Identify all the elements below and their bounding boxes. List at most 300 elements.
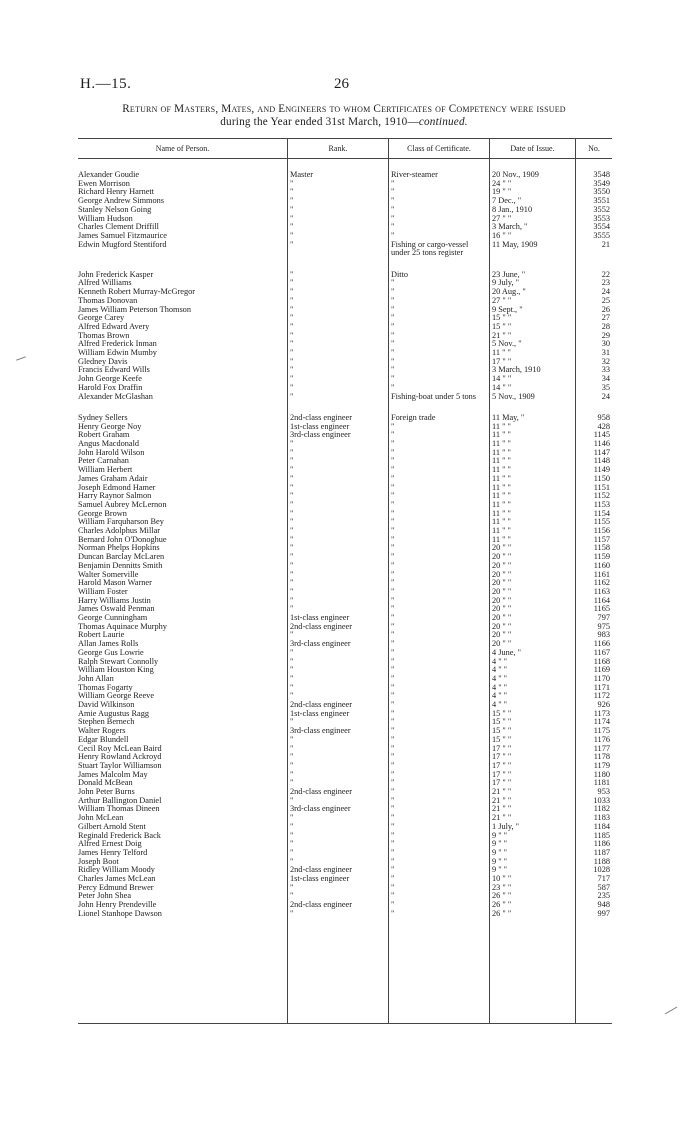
- cell-no: 1149: [593, 465, 610, 475]
- cell-class: ": [391, 717, 395, 727]
- cell-name: George Carey: [78, 313, 125, 323]
- cell-name: Henry Rowland Ackroyd: [78, 752, 162, 762]
- cell-date: 9 " ": [492, 856, 508, 866]
- cell-class: ": [391, 213, 395, 223]
- cell-name: Bernard John O'Donoghue: [78, 534, 167, 544]
- cell-class: ": [391, 295, 395, 305]
- cell-date: 9 " ": [492, 865, 508, 875]
- cell-rank: ": [290, 491, 294, 501]
- cell-class: ": [391, 813, 395, 823]
- cell-class: ": [391, 508, 395, 518]
- cell-no: 24: [601, 287, 610, 297]
- cell-date: 21 " ": [492, 330, 512, 340]
- cell-class: ": [391, 456, 395, 466]
- cell-rank: ": [290, 560, 294, 570]
- cell-name: James Graham Adair: [78, 473, 148, 483]
- cell-rank: ": [290, 691, 294, 701]
- cell-name: Alexander McGlashan: [78, 391, 153, 401]
- cell-class: ": [391, 682, 395, 692]
- cell-date: 11 " ": [492, 508, 511, 518]
- cell-no: 25: [601, 295, 610, 305]
- cell-no: 30: [601, 339, 610, 349]
- cell-rank: ": [290, 595, 294, 605]
- cell-date: 26 " ": [492, 908, 512, 918]
- cell-class: ": [391, 900, 395, 910]
- cell-name: Lionel Stanhope Dawson: [78, 908, 162, 918]
- cell-rank: 2nd-class engineer: [290, 700, 352, 709]
- cell-no: 1184: [593, 821, 610, 831]
- cell-name: James Malcolm May: [78, 769, 148, 779]
- cell-rank: ": [290, 382, 294, 392]
- cell-date: 15 " ": [492, 321, 512, 331]
- cell-date: 9 Sept., ": [492, 304, 523, 314]
- cell-name: Thomas Fogarty: [78, 682, 133, 692]
- cell-date: 20 " ": [492, 543, 512, 553]
- cell-no: 958: [597, 412, 610, 422]
- cell-date: 3 March, 1910: [492, 365, 541, 375]
- cell-name: Alfred Ernest Doig: [78, 839, 142, 849]
- cell-no: 22: [601, 269, 610, 279]
- cell-class: ": [391, 821, 395, 831]
- cell-class: ": [391, 287, 395, 297]
- cell-name: Richard Henry Harnett: [78, 187, 155, 197]
- cell-class: ": [391, 447, 395, 457]
- cell-class: ": [391, 604, 395, 614]
- cell-date: 20 " ": [492, 560, 512, 570]
- cell-name: Alexander Goudie: [78, 170, 140, 179]
- cell-no: 1175: [593, 726, 610, 736]
- cell-name: Samuel Aubrey McLernon: [78, 499, 167, 509]
- cell-no: 1153: [593, 499, 610, 509]
- cell-rank: 3rd-class engineer: [290, 430, 351, 440]
- cell-class: ": [391, 230, 395, 240]
- cell-class: ": [391, 196, 395, 206]
- cell-date: 11 " ": [492, 491, 511, 501]
- cell-name: Edwin Mugford Stentiford: [78, 239, 167, 249]
- cell-name: John Allan: [78, 673, 114, 683]
- cell-class: ": [391, 656, 395, 666]
- cell-date: 26 " ": [492, 900, 512, 910]
- cell-rank: ": [290, 356, 294, 366]
- cell-class: ": [391, 908, 395, 918]
- cell-name: Robert Graham: [78, 430, 130, 440]
- cell-no: 717: [597, 874, 610, 883]
- cell-name: Walter Somerville: [78, 569, 139, 579]
- cell-date: 15 " ": [492, 313, 512, 323]
- cell-date: 9 " ": [492, 830, 508, 840]
- cell-rank: ": [290, 287, 294, 297]
- cell-class: ": [391, 795, 395, 805]
- cell-no: 3550: [593, 187, 610, 197]
- cell-name: William Thomas Dineen: [78, 804, 160, 814]
- cell-class: ": [391, 586, 395, 596]
- cell-class: ": [391, 491, 395, 501]
- cell-class: ": [391, 421, 395, 431]
- cell-no: 235: [597, 891, 610, 901]
- cell-rank: 1st-class engineer: [290, 421, 350, 431]
- cell-rank: ": [290, 760, 294, 770]
- cell-rank: ": [290, 313, 294, 323]
- cell-rank: ": [290, 187, 294, 197]
- cell-name: Joseph Boot: [78, 856, 119, 866]
- cell-name: Norman Phelps Hopkins: [78, 543, 160, 553]
- cell-date: 16 " ": [492, 230, 512, 240]
- cell-name: Charles James McLean: [78, 874, 156, 883]
- cell-name: Alfred Frederick Inman: [78, 339, 157, 349]
- cell-no: 1181: [593, 778, 610, 788]
- cell-class: ": [391, 673, 395, 683]
- col-header-class: Class of Certificate.: [407, 144, 471, 153]
- cell-name: William Houston King: [78, 665, 154, 675]
- cell-class: River-steamer: [391, 170, 438, 179]
- cell-date: 11 " ": [492, 439, 511, 448]
- cell-class: ": [391, 847, 395, 857]
- cell-name: Ralph Stewart Connolly: [78, 656, 159, 666]
- cell-no: 3549: [593, 178, 610, 188]
- cell-class: ": [391, 700, 395, 709]
- cell-date: 14 " ": [492, 382, 512, 392]
- cell-no: 1150: [593, 473, 610, 483]
- cell-class: ": [391, 178, 395, 188]
- cell-rank: ": [290, 813, 294, 823]
- cell-date: 15 " ": [492, 734, 512, 744]
- cell-date: 11 " ": [492, 430, 511, 440]
- cell-name: Benjamin Dennitts Smith: [78, 560, 163, 570]
- cell-rank: 3rd-class engineer: [290, 639, 351, 649]
- column-divider: [287, 138, 288, 1024]
- cell-name: Alfred Williams: [78, 278, 132, 288]
- cell-name: John McLean: [78, 813, 124, 823]
- cell-class: ": [391, 374, 395, 384]
- cell-rank: ": [290, 734, 294, 744]
- cell-date: 23 " ": [492, 882, 512, 892]
- cell-name: Gilbert Arnold Stent: [78, 821, 146, 831]
- cell-rank: 2nd-class engineer: [290, 900, 352, 910]
- cell-name: Stephen Bernech: [78, 717, 135, 727]
- cell-date: 15 " ": [492, 726, 512, 736]
- cell-rank: ": [290, 196, 294, 206]
- cell-no: 21: [601, 239, 610, 249]
- cell-no: 1164: [593, 595, 610, 605]
- cell-no: 1172: [593, 691, 610, 701]
- cell-rank: ": [290, 204, 294, 214]
- cell-no: 1167: [593, 647, 610, 657]
- cell-date: 20 " ": [492, 586, 512, 596]
- cell-date: 14 " ": [492, 374, 512, 384]
- cell-no: 31: [601, 348, 610, 357]
- col-header-date: Date of Issue.: [510, 144, 555, 153]
- cell-no: 34: [601, 374, 610, 384]
- cell-class: ": [391, 356, 395, 366]
- cell-rank: ": [290, 856, 294, 866]
- cell-name: Harold Mason Warner: [78, 578, 152, 588]
- cell-rank: ": [290, 821, 294, 831]
- cell-no: 1170: [593, 673, 610, 683]
- cell-name: Cecil Roy McLean Baird: [78, 743, 162, 753]
- cell-no: 1173: [593, 708, 610, 718]
- cell-name: John Henry Prendeville: [78, 900, 157, 910]
- cell-rank: ": [290, 682, 294, 692]
- cell-rank: ": [290, 391, 294, 401]
- cell-name: Stuart Taylor Williamson: [78, 760, 162, 770]
- cell-class: ": [391, 552, 395, 562]
- cell-date: 21 " ": [492, 813, 512, 823]
- cell-date: 23 June, ": [492, 269, 526, 279]
- cell-no: 1163: [593, 586, 610, 596]
- cell-rank: ": [290, 517, 294, 527]
- cell-date: 11 " ": [492, 517, 511, 527]
- cell-class: ": [391, 187, 395, 197]
- cell-name: William Edwin Mumby: [78, 348, 157, 357]
- cell-name: William Herbert: [78, 465, 133, 475]
- cell-date: 7 Dec., ": [492, 196, 522, 206]
- cell-no: 1154: [593, 508, 610, 518]
- cell-date: 27 " ": [492, 213, 512, 223]
- cell-date: 9 July, ": [492, 278, 520, 288]
- cell-class: ": [391, 321, 395, 331]
- cell-no: 1033: [593, 795, 610, 805]
- cell-rank: ": [290, 465, 294, 475]
- cell-date: 20 " ": [492, 621, 512, 631]
- cell-rank: ": [290, 330, 294, 340]
- cell-rank: 1st-class engineer: [290, 613, 350, 622]
- cell-no: 1179: [593, 760, 610, 770]
- cell-name: Charles Adolphus Millar: [78, 526, 161, 535]
- cell-date: 1 July, ": [492, 821, 520, 831]
- cell-date: 20 Aug., ": [492, 287, 526, 297]
- cell-rank: ": [290, 456, 294, 466]
- cell-no: 1160: [593, 560, 610, 570]
- cell-rank: 2nd-class engineer: [290, 621, 352, 631]
- cell-rank: ": [290, 339, 294, 349]
- cell-rank: ": [290, 882, 294, 892]
- cell-no: 3555: [593, 230, 610, 240]
- cell-date: 20 " ": [492, 578, 512, 588]
- cell-date: 21 " ": [492, 795, 512, 805]
- cell-rank: 2nd-class engineer: [290, 865, 352, 875]
- cell-no: 23: [601, 278, 610, 288]
- cell-name: Joseph Edmond Hamer: [78, 482, 156, 492]
- cell-name: William Foster: [78, 586, 128, 596]
- cell-rank: 3rd-class engineer: [290, 804, 351, 814]
- cell-date: 21 " ": [492, 804, 512, 814]
- cell-name: Allan James Rolls: [78, 639, 139, 649]
- cell-date: 4 " ": [492, 673, 508, 683]
- cell-date: 17 " ": [492, 778, 512, 788]
- cell-no: 975: [597, 621, 610, 631]
- cell-rank: ": [290, 552, 294, 562]
- cell-date: 11 " ": [492, 348, 511, 357]
- cell-date: 17 " ": [492, 743, 512, 753]
- cell-no: 1176: [593, 734, 610, 744]
- cell-class: ": [391, 804, 395, 814]
- cell-no: 953: [597, 787, 610, 796]
- cell-date: 9 " ": [492, 839, 508, 849]
- cell-rank: ": [290, 508, 294, 518]
- cell-rank: ": [290, 891, 294, 901]
- cell-class: ": [391, 708, 395, 718]
- cell-class: ": [391, 339, 395, 349]
- cell-no: 27: [601, 313, 610, 323]
- cell-date: 20 " ": [492, 569, 512, 579]
- cell-rank: ": [290, 830, 294, 840]
- col-header-no: No.: [588, 144, 600, 153]
- cell-date: 4 June, ": [492, 647, 521, 657]
- cell-date: 11 " ": [492, 482, 511, 492]
- cell-rank: ": [290, 447, 294, 457]
- cell-no: 1171: [593, 682, 610, 692]
- cell-no: 3551: [593, 196, 610, 206]
- cell-date: 20 " ": [492, 552, 512, 562]
- cell-class: ": [391, 874, 395, 883]
- cell-rank: ": [290, 656, 294, 666]
- cell-no: 1148: [593, 456, 610, 466]
- cell-date: 4 " ": [492, 700, 508, 709]
- cell-name: Harry Williams Justin: [78, 595, 151, 605]
- cell-rank: ": [290, 847, 294, 857]
- cell-rank: ": [290, 222, 294, 232]
- cell-name: Amie Augustus Ragg: [78, 708, 149, 718]
- table-header-rule: [78, 158, 612, 159]
- cell-rank: ": [290, 499, 294, 509]
- cell-name: Reginald Frederick Back: [78, 830, 161, 840]
- cell-date: 9 " ": [492, 847, 508, 857]
- cell-class: ": [391, 526, 395, 535]
- cell-rank: ": [290, 795, 294, 805]
- cell-class: ": [391, 430, 395, 440]
- cell-rank: ": [290, 908, 294, 918]
- cell-date: 15 " ": [492, 708, 512, 718]
- cell-class: ": [391, 621, 395, 631]
- cell-date: 24 " ": [492, 178, 512, 188]
- cell-class: ": [391, 595, 395, 605]
- cell-date: 3 March, ": [492, 222, 528, 232]
- cell-no: 26: [601, 304, 610, 314]
- cell-rank: 3rd-class engineer: [290, 726, 351, 736]
- cell-name: James Samuel Fitzmaurice: [78, 230, 167, 240]
- cell-name: John Harold Wilson: [78, 447, 145, 457]
- cell-class: ": [391, 743, 395, 753]
- cell-name: Ridley William Moody: [78, 865, 155, 875]
- cell-no: 24: [601, 391, 610, 401]
- cell-no: 428: [597, 421, 610, 431]
- cell-class: ": [391, 465, 395, 475]
- cell-no: 1155: [593, 517, 610, 527]
- cell-name: Arthur Ballington Daniel: [78, 795, 162, 805]
- cell-class: ": [391, 726, 395, 736]
- cell-class: ": [391, 330, 395, 340]
- cell-date: 26 " ": [492, 891, 512, 901]
- cell-date: 11 " ": [492, 473, 511, 483]
- cell-name: James Oswald Penman: [78, 604, 155, 614]
- certificates-table: [78, 138, 612, 1024]
- cell-class: Fishing-boat under 5 tons: [391, 391, 477, 401]
- cell-rank: ": [290, 482, 294, 492]
- cell-no: 1161: [593, 569, 610, 579]
- cell-class: ": [391, 278, 395, 288]
- cell-name: George Andrew Simmons: [78, 196, 165, 206]
- cell-name: Edgar Blundell: [78, 734, 129, 744]
- cell-class: ": [391, 534, 395, 544]
- cell-rank: 2nd-class engineer: [290, 787, 352, 796]
- cell-class: ": [391, 647, 395, 657]
- cell-no: 1166: [593, 639, 610, 649]
- cell-name: Harold Fox Draffin: [78, 382, 143, 392]
- cell-name: Charles Clement Driffill: [78, 222, 159, 232]
- cell-name: George Brown: [78, 508, 127, 518]
- cell-class: ": [391, 830, 395, 840]
- cell-rank: ": [290, 778, 294, 788]
- cell-no: 983: [597, 630, 610, 640]
- table-title: [70, 103, 618, 129]
- col-header-name: Name of Person.: [155, 144, 210, 153]
- cell-no: 3553: [593, 213, 610, 223]
- cell-name: William Hudson: [78, 213, 133, 223]
- table-top-rule: [78, 138, 612, 139]
- cell-rank: ": [290, 630, 294, 640]
- cell-name: George Cunningham: [78, 613, 148, 622]
- cell-class: ": [391, 439, 395, 448]
- cell-no: 1162: [593, 578, 610, 588]
- cell-rank: 2nd-class engineer: [290, 412, 352, 422]
- cell-date: 17 " ": [492, 769, 512, 779]
- cell-name: Peter Carnahan: [78, 456, 129, 466]
- cell-no: 1028: [593, 865, 610, 875]
- cell-rank: ": [290, 569, 294, 579]
- cell-no: 1174: [593, 717, 610, 727]
- cell-class: ": [391, 543, 395, 553]
- cell-no: 1182: [593, 804, 610, 814]
- column-divider: [489, 138, 490, 1024]
- cell-date: 5 Nov., 1909: [492, 391, 535, 401]
- cell-rank: ": [290, 752, 294, 762]
- cell-rank: ": [290, 269, 294, 279]
- cell-rank: ": [290, 213, 294, 223]
- margin-mark: [16, 356, 26, 360]
- cell-name: James William Peterson Thomson: [78, 304, 191, 314]
- cell-no: 1146: [593, 439, 610, 448]
- cell-rank: ": [290, 348, 294, 357]
- cell-class: ": [391, 482, 395, 492]
- cell-no: 3548: [593, 170, 610, 179]
- cell-class: ": [391, 769, 395, 779]
- cell-no: 1156: [593, 526, 610, 535]
- cell-class: ": [391, 569, 395, 579]
- cell-class: ": [391, 365, 395, 375]
- cell-name: William Farquharson Bey: [78, 517, 164, 527]
- cell-name: Angus Macdonald: [78, 439, 140, 448]
- cell-name: Francis Edward Wills: [78, 365, 150, 375]
- cell-no: 1187: [593, 847, 610, 857]
- cell-rank: ": [290, 239, 294, 249]
- cell-class: ": [391, 204, 395, 214]
- cell-date: 20 " ": [492, 630, 512, 640]
- cell-date: 4 " ": [492, 691, 508, 701]
- cell-date: 11 " ": [492, 421, 511, 431]
- cell-rank: ": [290, 439, 294, 448]
- cell-name: Robert Laurie: [78, 630, 125, 640]
- cell-no: 1165: [593, 604, 610, 614]
- cell-class: ": [391, 304, 395, 314]
- cell-date: 11 " ": [492, 447, 511, 457]
- cell-class: ": [391, 560, 395, 570]
- cell-date: 17 " ": [492, 760, 512, 770]
- cell-rank: Master: [290, 170, 314, 179]
- cell-date: 11 " ": [492, 526, 511, 535]
- cell-date: 27 " ": [492, 295, 512, 305]
- cell-rank: 1st-class engineer: [290, 874, 350, 883]
- cell-class: Ditto: [391, 269, 409, 279]
